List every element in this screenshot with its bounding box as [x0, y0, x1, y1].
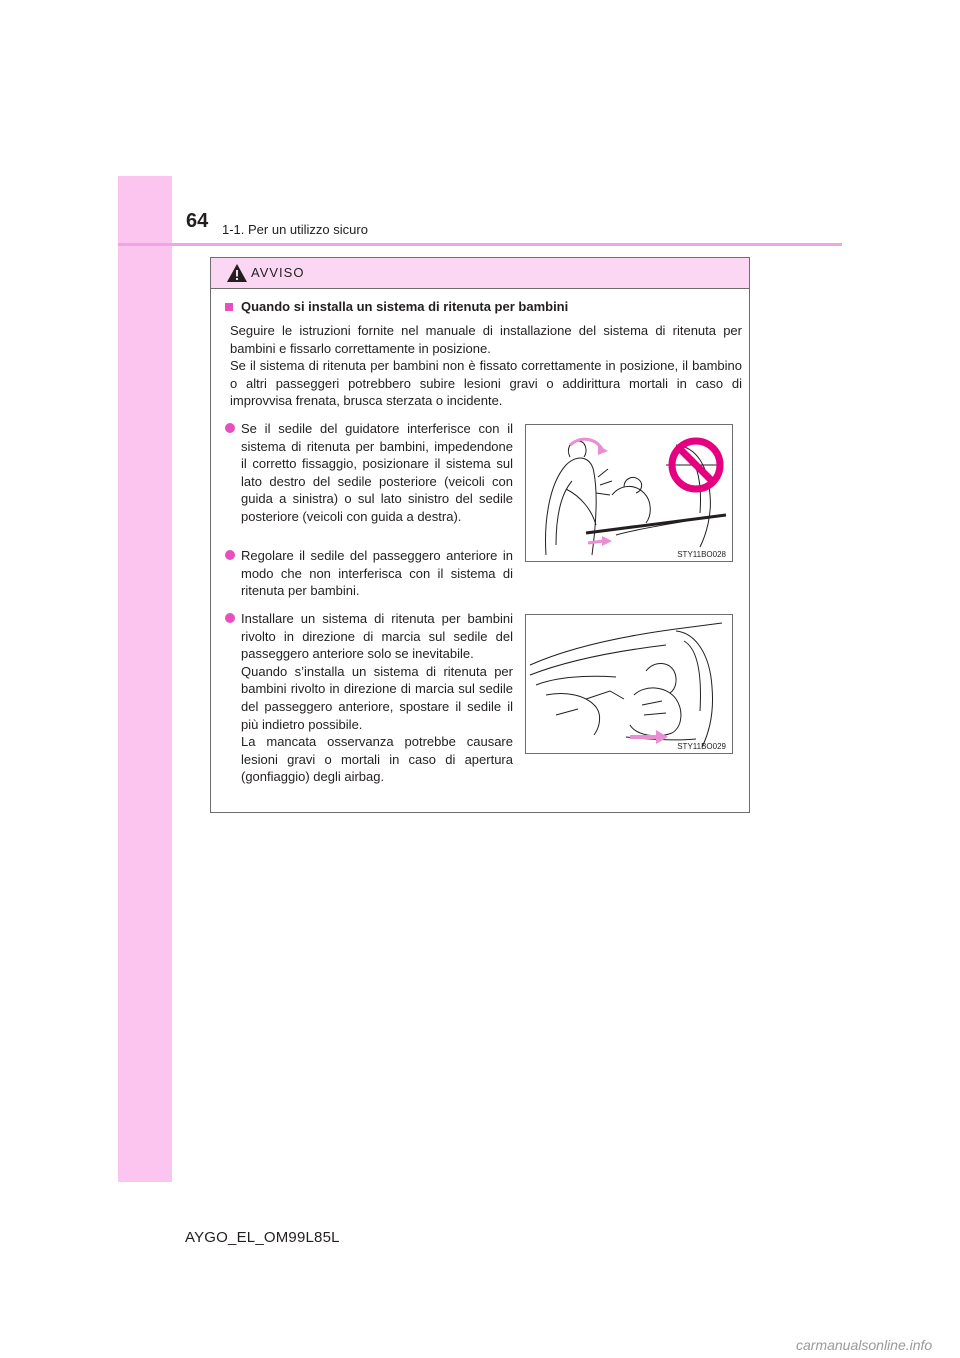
bullet-text: Se il sedile del guidatore interferisce con il sistema di ritenuta per bambini, impedendone il corretto fissaggio, posizionare il sistema sul lato destro del sedile posteriore (veicoli con guida a sinistra) o sul lato sinistro del sedile posteriore (veicoli con guida a destra).: [241, 421, 513, 524]
bullet-item: [225, 610, 513, 786]
figure-front-seat-child-seat: [525, 614, 733, 754]
warning-intro: [230, 322, 742, 410]
square-bullet-icon: [225, 303, 233, 311]
seat-interference-illustration: [526, 425, 732, 561]
section-title: 1-1. Per un utilizzo sicuro: [222, 222, 368, 237]
figure-seat-interference: [525, 424, 733, 562]
bullet-item: [225, 547, 513, 600]
warning-header: [211, 258, 749, 289]
bullet-item: [225, 420, 513, 526]
warning-triangle-icon: [226, 263, 248, 283]
figure-code: STY11BO029: [677, 742, 726, 751]
warning-title: AVVISO: [251, 265, 305, 280]
header-rule: [118, 243, 842, 246]
intro-paragraph: Se il sistema di ritenuta per bambini non è fissato correttamente in posizione, il bambino o altri passeggeri potrebbero subire lesioni gravi o addirittura mortali in caso di improvvisa frenata, brusca sterzata o incidente.: [230, 358, 742, 408]
page-number: 64: [186, 210, 209, 232]
figure-code: STY11BO028: [677, 550, 726, 559]
side-band: [118, 176, 172, 1182]
warning-subheading: [225, 299, 568, 314]
warning-box: [210, 257, 750, 813]
watermark: carmanualsonline.info: [796, 1337, 933, 1353]
bullet-text: Quando s’installa un sistema di ritenuta per bambini rivolto in direzione di marcia sul sedile del passeggero anteriore, spostare il sedile il più indietro possibile.: [241, 663, 513, 732]
round-bullet-icon: [225, 423, 235, 433]
bullet-text: La mancata osservanza potrebbe causare lesioni gravi o mortali in caso di apertura (gonfiaggio) degli airbag.: [241, 734, 513, 785]
front-seat-child-seat-illustration: [526, 615, 732, 753]
bullet-text: Installare un sistema di ritenuta per bambini rivolto in direzione di marcia sul sedile del passeggero anteriore solo se inevitabile.: [241, 611, 513, 662]
round-bullet-icon: [225, 613, 235, 623]
warning-subheading-text: Quando si installa un sistema di ritenuta per bambini: [241, 299, 569, 314]
bullet-text: Regolare il sedile del passeggero anteriore in modo che non interferisca con il sistema di ritenuta per bambini.: [241, 548, 513, 599]
round-bullet-icon: [225, 550, 235, 560]
document-code: AYGO_EL_OM99L85L: [185, 1229, 340, 1246]
intro-paragraph: Seguire le istruzioni fornite nel manuale di installazione del sistema di ritenuta per bambini e fissarlo correttamente in posizione.: [230, 323, 742, 356]
